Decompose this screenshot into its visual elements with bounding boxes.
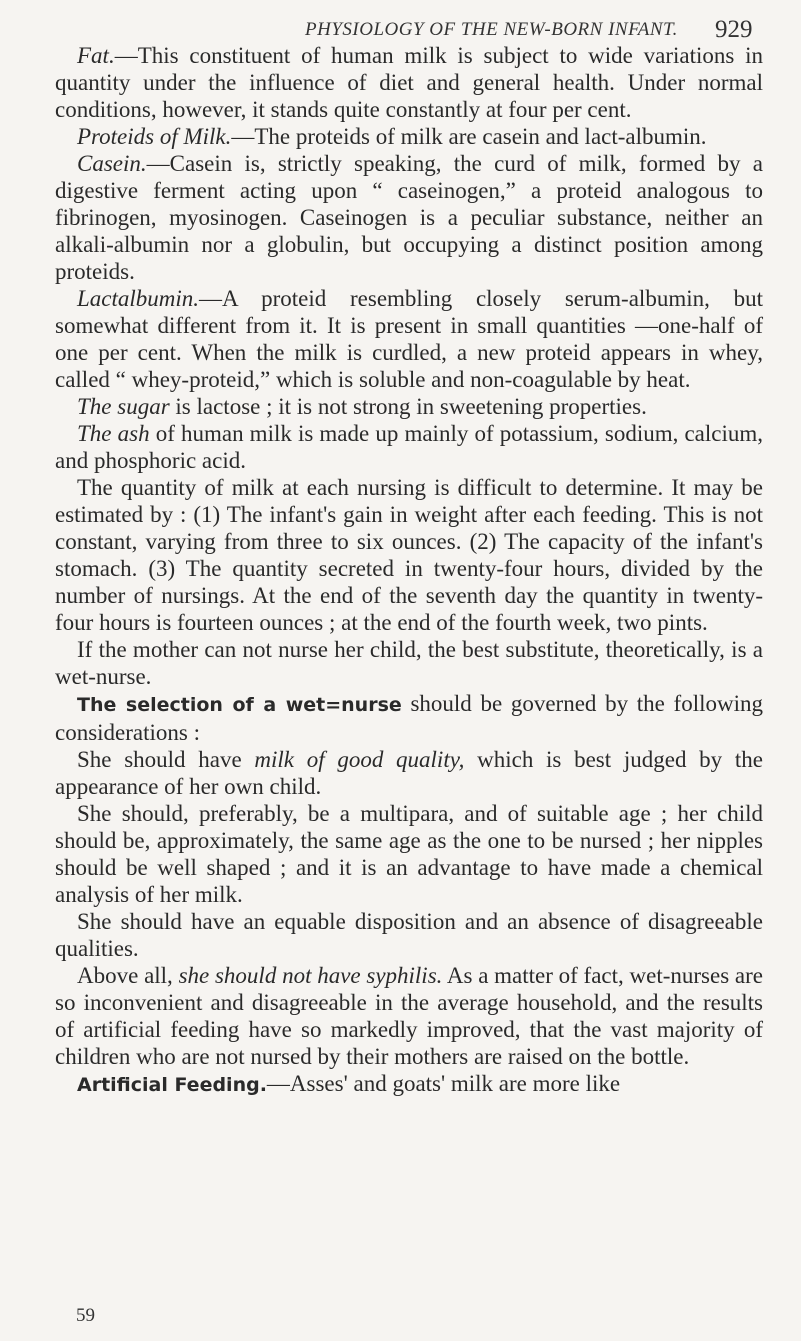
paragraph-text: —Asses' and goats' milk are more like	[266, 1071, 621, 1096]
paragraph-wet-nurse-selection	[55, 690, 763, 746]
paragraph-text: She should have	[77, 747, 255, 772]
paragraph-text: should be governed by the following considerations :	[55, 691, 763, 745]
signature-mark: 59	[76, 1305, 95, 1326]
run-in-heading: The selection of a wet=nurse	[77, 694, 402, 716]
paragraph-sugar	[55, 393, 763, 420]
paragraph-lactalbumin	[55, 285, 763, 393]
paragraph-text: is lactose ; it is not strong in sweetening properties.	[169, 394, 647, 419]
run-in-heading: Fat.	[77, 43, 115, 68]
paragraph-text: —A proteid resembling closely serum-albumin, but somewhat different from it. It is present in small quantities —one-half of one per cent. When the milk is curdled, a new proteid appears in whey, called “ whey-proteid,” which is soluble and non-coagulable by heat.	[55, 286, 763, 392]
paragraph-quantity	[55, 474, 763, 636]
paragraph-syphilis	[55, 962, 763, 1070]
paragraph-substitute	[55, 636, 763, 690]
run-in-heading: The ash	[77, 421, 150, 446]
body-text	[55, 42, 763, 1099]
paragraph-text: She should have an equable disposition and an absence of disagreeable qualities.	[55, 909, 763, 961]
run-in-heading: Proteids of Milk.	[77, 124, 232, 149]
run-in-heading: The sugar	[77, 394, 170, 419]
paragraph-disposition	[55, 908, 763, 962]
paragraph-milk-quality	[55, 746, 763, 800]
paragraph-text: The quantity of milk at each nursing is difficult to determine. It may be estimated by : (1) The infant's gain in weight after each feeding. This is not constant, varying from three to six ounces. (2) The capacity of the infant's stomach. (3) The quantity secreted in twenty-four hours, divided by the number of nursings. At the end of the seventh day the quantity in twenty-four hours is fourteen ounces ; at the end of the fourth week, two pints.	[55, 475, 763, 635]
run-in-heading: Artificial Feeding.	[77, 1074, 267, 1096]
paragraph-text: She should, preferably, be a multipara, and of suitable age ; her child should be, approximately, the same age as the one to be nursed ; her nipples should be well shaped ; and it is an advantage to have made a chemical analysis of her milk.	[55, 801, 763, 907]
emphasis: milk of good quality,	[254, 747, 465, 772]
paragraph-proteids	[55, 123, 763, 150]
paragraph-text: Above all,	[77, 963, 179, 988]
paragraph-text: As a matter of fact, wet-nurses are so inconvenient and disagreeable in the average household, and the results of artificial feeding have so markedly improved, that the vast majority of children who are not nursed by their mothers are raised on the bottle.	[55, 963, 763, 1069]
paragraph-artificial-feeding	[55, 1070, 763, 1099]
paragraph-text: —Casein is, strictly speaking, the curd of milk, formed by a digestive ferment acting upon “ caseinogen,” a proteid analogous to fibrinogen, myosinogen. Caseinogen is a peculiar substance, neither an alkali-albumin nor a globulin, but occupying a distinct position among proteids.	[55, 151, 763, 284]
paragraph-text: of human milk is made up mainly of potassium, sodium, calcium, and phosphoric acid.	[55, 421, 764, 473]
paragraph-text: which is best judged by the appearance of her own child.	[55, 747, 763, 799]
run-in-heading: Casein.	[77, 151, 147, 176]
paragraph-ash	[55, 420, 763, 474]
paragraph-fat	[55, 42, 763, 123]
paragraph-text: —The proteids of milk are casein and lact-albumin.	[231, 124, 707, 149]
page-number: 929	[715, 16, 753, 43]
paragraph-text: —This constituent of human milk is subject to wide variations in quantity under the influence of diet and general health. Under normal conditions, however, it stands quite constantly at four per cent.	[55, 43, 763, 122]
running-title: PHYSIOLOGY OF THE NEW-BORN INFANT.	[305, 19, 678, 40]
run-in-heading: Lactalbumin.	[77, 286, 200, 311]
paragraph-casein	[55, 150, 763, 285]
paragraph-text: If the mother can not nurse her child, the best substitute, theoretically, is a wet-nurse.	[55, 637, 763, 689]
paragraph-multipara	[55, 800, 763, 908]
emphasis: she should not have syphilis.	[178, 963, 443, 988]
